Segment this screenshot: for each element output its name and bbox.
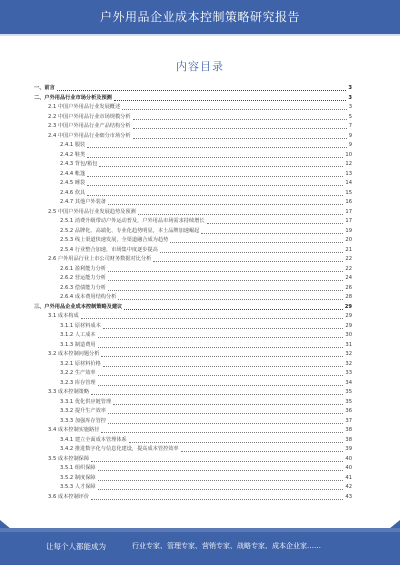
toc-entry[interactable] <box>34 94 352 104</box>
toc-leader-dots <box>133 138 347 139</box>
footer-slogan-right: 行业专家、管理专家、营销专家、战略专家、成本企业家…… <box>132 542 321 550</box>
toc-entry-title: 3.6 成本控制评价 <box>48 493 90 500</box>
toc-entry-title: 3.2.1 原材料价格 <box>60 360 101 367</box>
toc-entry-page: 38 <box>345 436 352 443</box>
toc-leader-dots <box>103 328 344 329</box>
toc-entry-page: 3 <box>348 94 352 101</box>
toc-entry[interactable] <box>34 198 352 208</box>
toc-leader-dots <box>160 252 344 253</box>
toc-entry[interactable] <box>34 151 352 161</box>
table-of-contents <box>34 84 352 502</box>
toc-entry-title: 2.4 中国户外用品行业细分市场分析 <box>48 132 131 139</box>
toc-entry-title: 3.3 成本控制策略 <box>48 389 90 395</box>
toc-leader-dots <box>101 356 343 357</box>
toc-leader-dots <box>103 366 344 367</box>
toc-entry-page: 40 <box>345 455 352 462</box>
toc-entry[interactable] <box>34 369 352 379</box>
toc-entry-title: 2.3 中国户外用品行业产品结构分析 <box>48 123 131 129</box>
toc-entry-page: 40 <box>345 465 352 471</box>
toc-entry[interactable] <box>34 436 352 446</box>
toc-entry[interactable] <box>34 303 352 313</box>
toc-entry[interactable] <box>34 312 352 322</box>
toc-entry[interactable] <box>34 455 352 465</box>
toc-entry-title: 3.5.1 组织保障 <box>60 465 96 471</box>
toc-leader-dots <box>98 470 344 471</box>
toc-entry-title: 2.6.3 偿债能力分析 <box>60 284 106 291</box>
toc-entry[interactable] <box>34 113 352 123</box>
toc-leader-dots <box>87 195 343 196</box>
toc-entry-page: 5 <box>348 113 352 120</box>
toc-entry-page: 9 <box>348 132 352 139</box>
toc-leader-dots <box>99 166 343 167</box>
toc-entry-page: 22 <box>345 265 352 272</box>
toc-leader-dots <box>122 109 347 110</box>
toc-leader-dots <box>207 223 344 224</box>
toc-entry[interactable] <box>34 141 352 151</box>
toc-entry-title: 3.2.2 生产效率 <box>60 370 96 376</box>
toc-leader-dots <box>108 290 343 291</box>
toc-entry-title: 2.4.3 背包/箱包 <box>60 161 98 167</box>
toc-leader-dots <box>87 176 343 177</box>
toc-entry-title: 3.4.1 建立全面成本管理体系 <box>60 436 127 443</box>
toc-entry-title: 一、前言 <box>34 85 55 91</box>
toc-entry-title: 2.6.4 成本费用结构分析 <box>60 294 117 300</box>
toc-entry-page: 32 <box>345 351 352 357</box>
toc-entry[interactable] <box>34 265 352 275</box>
toc-leader-dots <box>133 119 347 120</box>
footer-slogan-left: 让每个人都能成为 <box>46 542 106 551</box>
toc-entry[interactable] <box>34 160 352 170</box>
toc-entry-page: 16 <box>345 199 352 205</box>
toc-entry-title: 3.3.1 优化供应链管理 <box>60 398 112 405</box>
toc-entry[interactable] <box>34 103 352 113</box>
toc-entry[interactable] <box>34 84 352 94</box>
toc-entry[interactable] <box>34 284 352 294</box>
toc-entry-page: 30 <box>345 332 352 338</box>
toc-entry-page: 10 <box>345 151 352 158</box>
toc-entry-title: 3.1 成本构成 <box>48 313 79 319</box>
toc-entry-title: 2.5.2 品牌化、高端化、专业化趋势明显，本土品牌加速崛起 <box>60 227 200 234</box>
toc-entry-page: 19 <box>345 227 352 234</box>
toc-entry-page: 41 <box>345 474 352 481</box>
toc-entry[interactable] <box>34 426 352 436</box>
toc-entry-page: 33 <box>345 370 352 376</box>
toc-entry-page: 34 <box>345 379 352 386</box>
toc-entry-title: 2.5.1 消费升级带动户外运动普及，户外用品市场需求持续增长 <box>60 218 205 224</box>
toc-entry-title: 2.5.4 行业整合加速，市场集中度逐步提高 <box>60 246 158 253</box>
toc-entry[interactable] <box>34 246 352 256</box>
toc-entry-title: 3.4.2 推进数字化与信息化建设，提高成本管控效率 <box>60 446 179 452</box>
toc-leader-dots <box>87 157 343 158</box>
toc-leader-dots <box>108 271 343 272</box>
toc-entry[interactable] <box>34 360 352 370</box>
toc-leader-dots <box>98 375 344 376</box>
toc-entry[interactable] <box>34 379 352 389</box>
toc-entry-title: 3.5.2 制度保障 <box>60 474 96 481</box>
toc-entry-title: 2.4.6 炊具 <box>60 189 86 196</box>
toc-entry-title: 2.6.1 盈利能力分析 <box>60 265 106 272</box>
toc-entry-page: 31 <box>345 341 352 348</box>
toc-entry-title: 二、户外用品行业市场分析及预测 <box>34 94 112 101</box>
toc-leader-dots <box>133 128 347 129</box>
toc-entry-page: 43 <box>345 493 352 500</box>
toc-entry[interactable] <box>34 483 352 493</box>
toc-leader-dots <box>87 147 346 148</box>
toc-leader-dots <box>124 309 343 310</box>
toc-entry-title: 2.2 中国户外用品行业市场规模分析 <box>48 113 131 120</box>
toc-entry-page: 14 <box>345 180 352 186</box>
toc-leader-dots <box>101 432 343 433</box>
toc-entry-title: 3.1.1 原材料成本 <box>60 322 101 329</box>
toc-entry-page: 13 <box>345 170 352 177</box>
toc-entry[interactable] <box>34 293 352 303</box>
toc-leader-dots <box>108 423 343 424</box>
toc-heading: 内容目录 <box>176 60 224 73</box>
toc-entry-title: 2.4.7 其他户外装备 <box>60 199 106 205</box>
toc-entry-page: 17 <box>345 208 352 215</box>
toc-leader-dots <box>201 233 343 234</box>
toc-entry-page: 35 <box>345 398 352 405</box>
toc-entry-title: 3.5 成本控制保障 <box>48 455 90 462</box>
toc-entry-page: 37 <box>345 417 352 424</box>
toc-entry-title: 3.5.3 人才保障 <box>60 484 96 490</box>
toc-leader-dots <box>108 413 343 414</box>
toc-entry-title: 3.3.2 提升生产效率 <box>60 408 106 414</box>
toc-entry[interactable] <box>34 132 352 142</box>
toc-entry-page: 42 <box>345 484 352 490</box>
toc-entry-page: 29 <box>344 303 352 310</box>
toc-entry-page: 12 <box>345 161 352 167</box>
toc-entry[interactable] <box>34 464 352 474</box>
toc-entry-title: 3.1.2 人工成本 <box>60 332 96 338</box>
toc-entry-page: 29 <box>345 322 352 329</box>
toc-entry[interactable] <box>34 322 352 332</box>
toc-entry[interactable] <box>34 341 352 351</box>
toc-entry[interactable] <box>34 331 352 341</box>
toc-entry[interactable] <box>34 350 352 360</box>
header-divider <box>0 34 400 36</box>
toc-leader-dots <box>81 318 344 319</box>
toc-leader-dots <box>118 299 343 300</box>
toc-entry-title: 2.4.2 鞋类 <box>60 151 86 158</box>
toc-entry-page: 17 <box>345 218 352 224</box>
toc-leader-dots <box>87 185 343 186</box>
toc-entry[interactable] <box>34 474 352 484</box>
toc-entry[interactable] <box>34 217 352 227</box>
toc-entry-title: 三、户外用品企业成本控制策略及建议 <box>34 303 123 310</box>
toc-leader-dots <box>153 261 343 262</box>
toc-entry-page: 22 <box>345 256 352 262</box>
toc-entry-title: 2.4.4 帐篷 <box>60 170 86 177</box>
toc-leader-dots <box>170 242 343 243</box>
toc-entry[interactable] <box>34 388 352 398</box>
toc-entry[interactable] <box>34 122 352 132</box>
toc-leader-dots <box>91 394 343 395</box>
toc-leader-dots <box>98 347 344 348</box>
toc-entry[interactable] <box>34 170 352 180</box>
toc-entry[interactable] <box>34 398 352 408</box>
toc-entry[interactable] <box>34 179 352 189</box>
toc-entry-title: 2.4.1 服装 <box>60 142 86 148</box>
toc-entry-page: 28 <box>345 294 352 300</box>
toc-entry-title: 3.4 成本控制实施路径 <box>48 427 100 433</box>
toc-entry[interactable] <box>34 407 352 417</box>
toc-entry-title: 2.6 户外用品行业上市公司财务数据对比分析 <box>48 256 152 262</box>
report-title: 户外用品企业成本控制策略研究报告 <box>99 10 300 24</box>
footer-band <box>0 528 400 565</box>
toc-entry-page: 7 <box>348 123 352 129</box>
toc-entry[interactable] <box>34 493 352 503</box>
toc-entry[interactable] <box>34 274 352 284</box>
toc-leader-dots <box>138 214 344 215</box>
toc-entry-title: 2.5 中国户外用品行业发展趋势及预测 <box>48 208 136 215</box>
toc-leader-dots <box>98 489 344 490</box>
toc-leader-dots <box>98 337 344 338</box>
toc-entry-title: 3.3.3 加强库存管控 <box>60 417 106 424</box>
toc-entry-page: 39 <box>345 446 352 452</box>
toc-leader-dots <box>113 404 343 405</box>
toc-entry-title: 2.1 中国户外用品行业发展概述 <box>48 104 121 110</box>
toc-entry-page: 15 <box>345 189 352 196</box>
toc-leader-dots <box>108 204 343 205</box>
toc-entry-page: 21 <box>345 246 352 253</box>
toc-entry-title: 3.2 成本控制问题分析 <box>48 351 100 357</box>
toc-entry[interactable] <box>34 445 352 455</box>
toc-entry-page: 3 <box>348 104 352 110</box>
toc-leader-dots <box>57 90 347 91</box>
toc-leader-dots <box>91 461 343 462</box>
toc-leader-dots <box>114 100 347 101</box>
toc-leader-dots <box>181 451 344 452</box>
toc-leader-dots <box>98 480 344 481</box>
toc-leader-dots <box>98 385 344 386</box>
toc-leader-dots <box>129 442 344 443</box>
toc-entry-page: 29 <box>345 313 352 319</box>
toc-leader-dots <box>91 499 343 500</box>
toc-entry[interactable] <box>34 236 352 246</box>
toc-entry-page: 20 <box>345 237 352 243</box>
toc-entry-title: 3.1.3 制造费用 <box>60 341 96 348</box>
toc-entry-page: 36 <box>345 408 352 414</box>
header-band <box>0 0 400 34</box>
toc-entry-title: 3.2.3 库存管理 <box>60 379 96 386</box>
toc-entry-page: 26 <box>345 284 352 291</box>
toc-entry-title: 2.4.5 睡袋 <box>60 180 86 186</box>
footer-highlight <box>0 528 400 532</box>
toc-entry[interactable] <box>34 189 352 199</box>
toc-entry-page: 3 <box>348 85 352 91</box>
toc-entry-page: 9 <box>348 142 352 148</box>
toc-entry-title: 2.5.3 线上渠道快速发展，全渠道融合成为趋势 <box>60 237 169 243</box>
toc-entry[interactable] <box>34 417 352 427</box>
toc-entry-page: 24 <box>345 275 352 281</box>
toc-entry[interactable] <box>34 227 352 237</box>
toc-entry[interactable] <box>34 208 352 218</box>
toc-entry-page: 35 <box>345 389 352 395</box>
toc-entry-page: 32 <box>345 360 352 367</box>
toc-leader-dots <box>108 280 343 281</box>
toc-entry-title: 2.6.2 营运能力分析 <box>60 275 106 281</box>
toc-entry[interactable] <box>34 255 352 265</box>
toc-entry-page: 38 <box>345 427 352 433</box>
